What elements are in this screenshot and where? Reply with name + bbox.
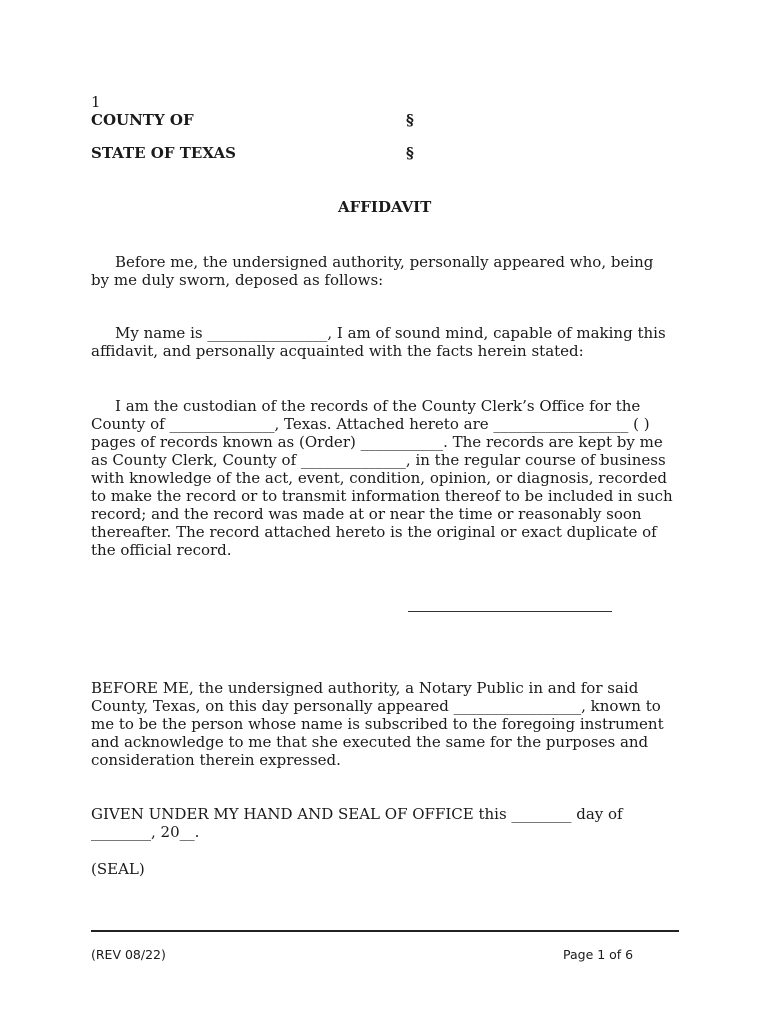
- county-section-symbol: §: [406, 111, 414, 129]
- footer-divider: [91, 930, 679, 932]
- page-indicator: Page 1 of 6: [563, 947, 634, 962]
- page-number: 1: [91, 93, 101, 111]
- seal-label: (SEAL): [91, 860, 145, 878]
- custodian-paragraph: I am the custodian of the records of the County Clerk’s Office for the County of ______________, Texas. Attached hereto are __________________ ( ) pages of records known as (Order) ___________. The records are kept by me as County Clerk, County of ______________, in the regular course of business with knowledge of the act, event, condition, opinion, or diagnosis, recorded to make the record or to transmit information thereof to be included in such record; and the record was made at or near the time or reasonably soon thereafter. The record attached hereto is the original or exact duplicate of the official record.: [91, 397, 673, 559]
- affiant-signature-line: [408, 611, 612, 612]
- notary-paragraph: BEFORE ME, the undersigned authority, a Notary Public in and for said County, Texas, on this day personally appeared _________________, known to me to be the person whose name is subscribed to the foregoing instrument and acknowledge to me that she executed the same for the purposes and consideration therein expressed.: [91, 679, 664, 769]
- name-paragraph: My name is ________________, I am of sound mind, capable of making this affidavit, and personally acquainted with the facts herein stated:: [91, 324, 666, 360]
- given-under-hand-paragraph: GIVEN UNDER MY HAND AND SEAL OF OFFICE this ________ day of ________, 20__.: [91, 805, 623, 841]
- county-label: COUNTY OF: [91, 111, 194, 129]
- revision-label: (REV 08/22): [91, 947, 166, 962]
- intro-paragraph: Before me, the undersigned authority, personally appeared who, being by me duly sworn, deposed as follows:: [91, 253, 654, 289]
- state-section-symbol: §: [406, 144, 414, 162]
- state-label: STATE OF TEXAS: [91, 144, 236, 162]
- document-title: AFFIDAVIT: [338, 198, 432, 216]
